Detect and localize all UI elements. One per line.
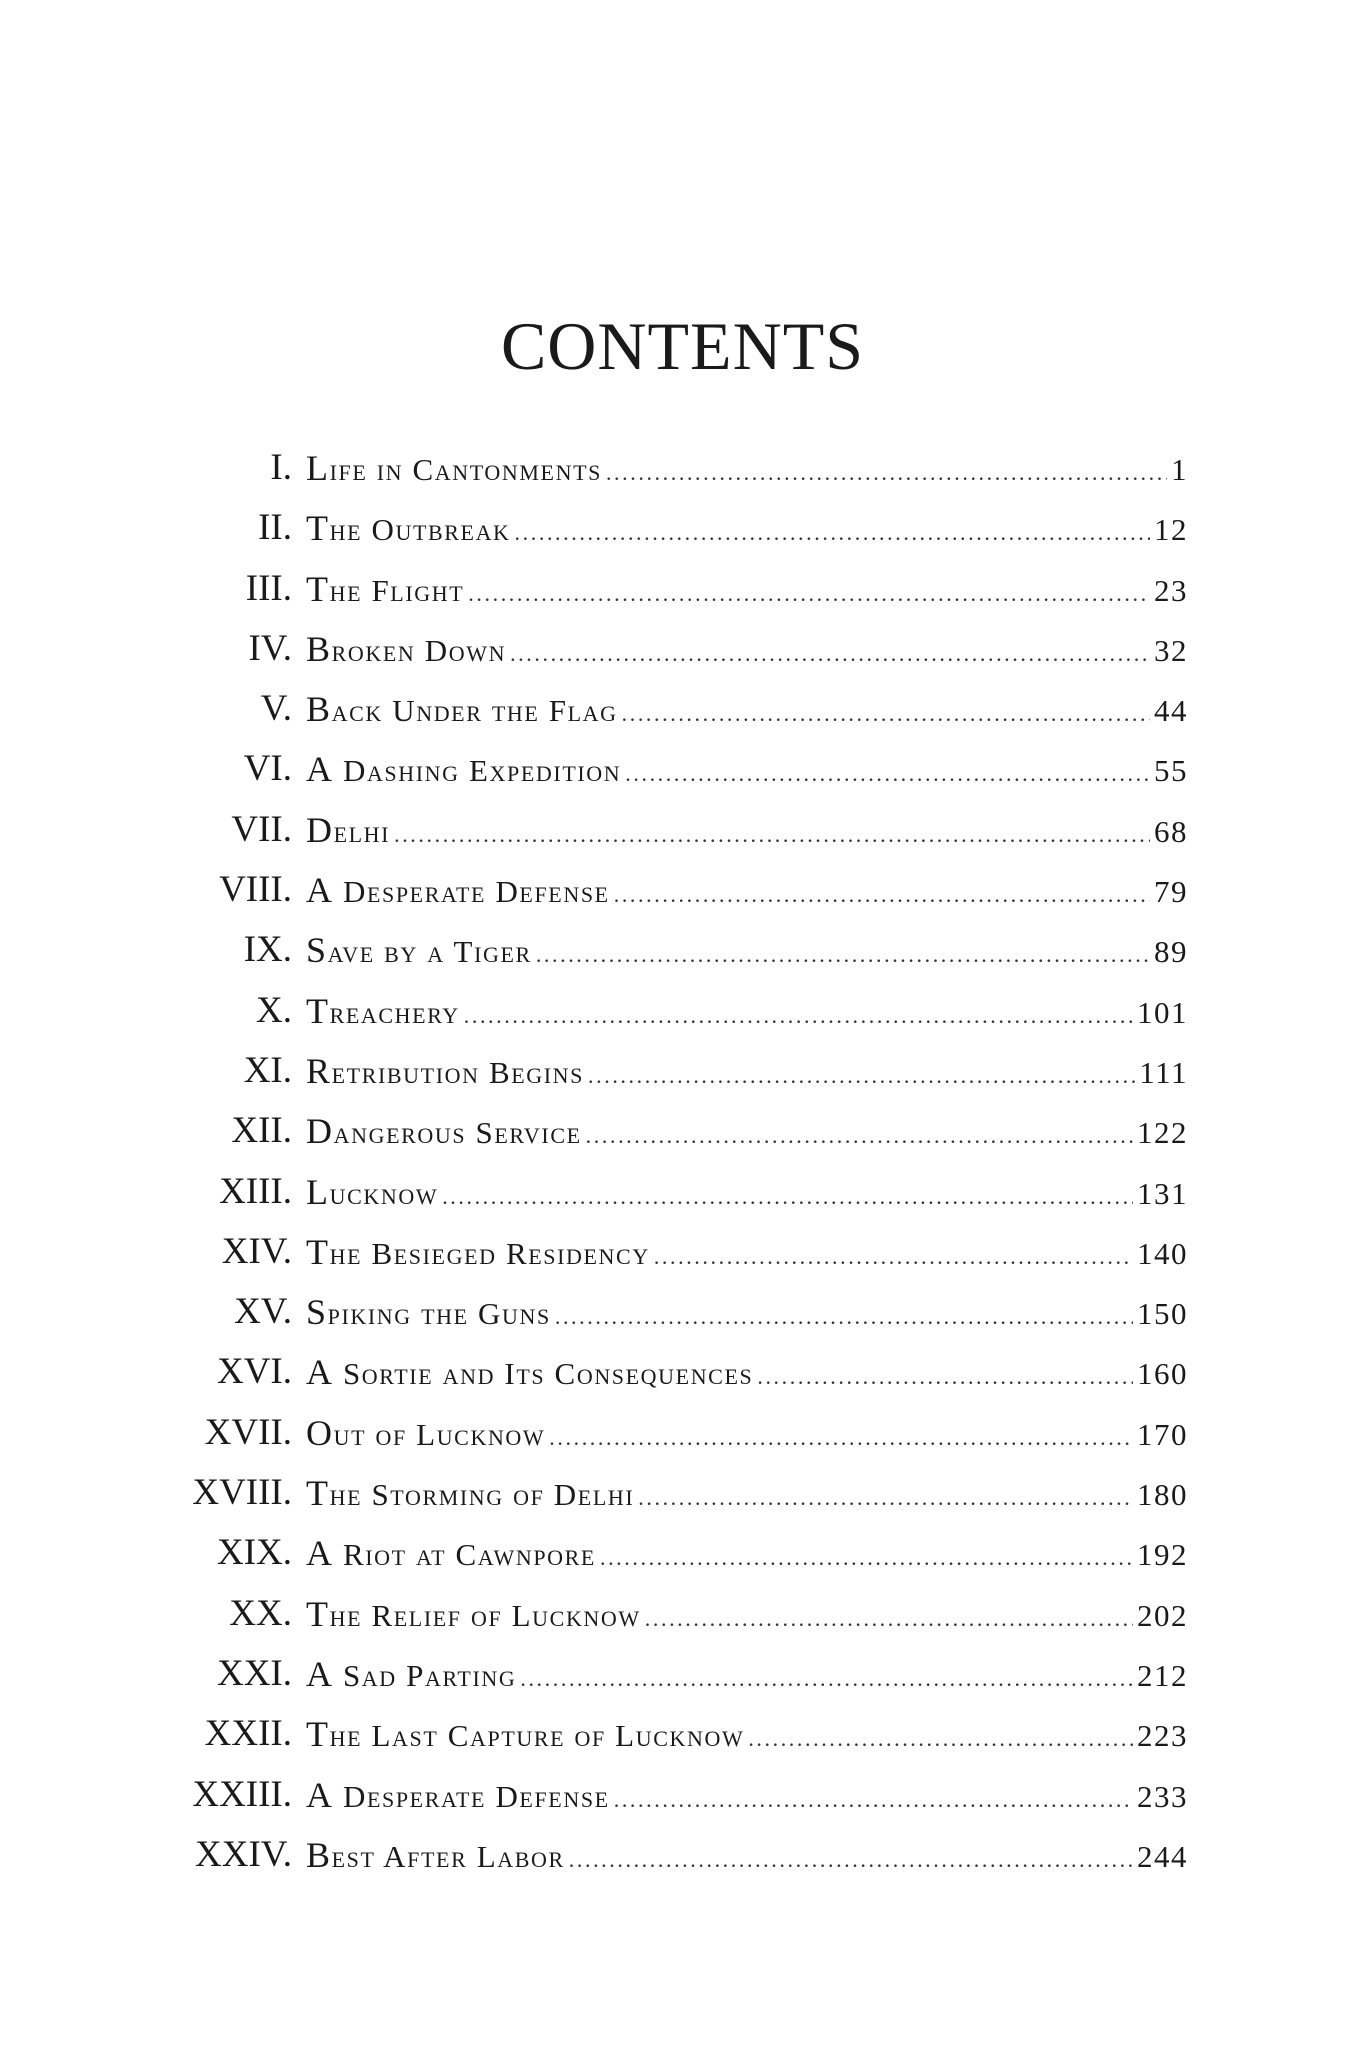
toc-entry[interactable] <box>0 1403 1365 1463</box>
dot-leader <box>645 1589 1133 1649</box>
dot-leader <box>464 986 1133 1046</box>
toc-entry[interactable] <box>0 1523 1365 1583</box>
toc-entry[interactable] <box>0 981 1365 1041</box>
page-number: 32 <box>1154 632 1188 668</box>
toc-entry[interactable] <box>0 1825 1365 1885</box>
dot-leader <box>394 805 1150 865</box>
toc-line <box>306 498 1188 558</box>
toc-line <box>306 679 1188 739</box>
toc-entry[interactable] <box>0 1282 1365 1342</box>
toc-line <box>306 1463 1188 1523</box>
dot-leader <box>510 624 1150 684</box>
toc-entry[interactable] <box>0 498 1365 558</box>
toc-line <box>306 1644 1188 1704</box>
chapter-title: Life in Cantonments <box>306 448 602 488</box>
page-number: 131 <box>1137 1175 1188 1211</box>
chapter-title: A Riot at Cawnpore <box>306 1533 596 1574</box>
chapter-title: The Flight <box>306 568 465 609</box>
toc-line <box>306 1765 1188 1825</box>
page-number: 160 <box>1137 1356 1188 1392</box>
page-title: CONTENTS <box>500 308 865 384</box>
chapter-title: Spiking the Guns <box>306 1292 551 1333</box>
page-number: 55 <box>1154 753 1188 789</box>
toc-entry[interactable] <box>0 1644 1365 1704</box>
dot-leader <box>520 1649 1133 1709</box>
chapter-number: III. <box>245 567 292 609</box>
chapter-number: VI. <box>243 748 292 790</box>
page-number: 79 <box>1154 874 1188 910</box>
page-number: 180 <box>1137 1477 1188 1513</box>
dot-leader <box>468 564 1150 624</box>
page-number: 12 <box>1154 512 1188 548</box>
chapter-number: XIV. <box>221 1230 292 1272</box>
chapter-number: XII. <box>231 1110 292 1152</box>
page-number: 192 <box>1137 1537 1188 1573</box>
toc-line <box>306 1162 1188 1222</box>
dot-leader <box>569 1830 1133 1890</box>
chapter-number: XVI. <box>216 1351 292 1393</box>
page-number: 1 <box>1171 452 1188 487</box>
chapter-number: XVII. <box>204 1411 292 1453</box>
chapter-number: I. <box>270 447 292 488</box>
toc-entry[interactable] <box>0 1041 1365 1101</box>
toc-entry[interactable] <box>0 920 1365 980</box>
toc-line <box>306 1704 1188 1764</box>
chapter-title: Delhi <box>306 809 391 850</box>
page-number: 68 <box>1154 813 1188 849</box>
chapter-title: A Desperate Defense <box>306 870 610 911</box>
dot-leader <box>536 925 1150 985</box>
dot-leader <box>625 744 1150 804</box>
chapter-title: Save by a Tiger <box>306 930 532 971</box>
toc-entry[interactable] <box>0 1584 1365 1644</box>
dot-leader <box>555 1287 1133 1347</box>
page-number: 101 <box>1137 994 1188 1030</box>
toc-line <box>306 1101 1188 1161</box>
chapter-title: A Sad Parting <box>306 1653 517 1694</box>
chapter-number: IV. <box>248 627 292 669</box>
page-number: 202 <box>1137 1597 1188 1633</box>
toc-entry[interactable] <box>0 1342 1365 1402</box>
chapter-title: Treachery <box>306 990 460 1031</box>
chapter-title: The Last Capture of Lucknow <box>306 1714 745 1755</box>
chapter-title: Broken Down <box>306 628 507 669</box>
dot-leader <box>614 865 1150 925</box>
chapter-title: The Relief of Lucknow <box>306 1593 641 1634</box>
toc-entry[interactable] <box>0 1463 1365 1523</box>
toc-entry[interactable] <box>0 1765 1365 1825</box>
chapter-number: XIII. <box>219 1170 292 1212</box>
page-number: 122 <box>1137 1115 1188 1151</box>
toc-line <box>306 1825 1188 1885</box>
page-number: 44 <box>1154 693 1188 729</box>
chapter-title: The Outbreak <box>306 508 511 549</box>
toc-line <box>306 438 1188 498</box>
toc-entry[interactable] <box>0 679 1365 739</box>
chapter-title: Back Under the Flag <box>306 689 618 730</box>
dot-leader <box>588 1046 1135 1106</box>
toc-line <box>306 1282 1188 1342</box>
chapter-number: XVIII. <box>192 1472 292 1514</box>
page-number: 223 <box>1137 1718 1188 1754</box>
toc-entry[interactable] <box>0 739 1365 799</box>
dot-leader <box>654 1227 1133 1287</box>
toc-line <box>306 920 1188 980</box>
chapter-number: XX. <box>229 1592 292 1634</box>
toc-line <box>306 1403 1188 1463</box>
toc-line <box>306 981 1188 1041</box>
page-number: 23 <box>1154 572 1188 608</box>
chapter-number: XXIV. <box>195 1833 292 1875</box>
toc-entry[interactable] <box>0 1162 1365 1222</box>
page-number: 111 <box>1139 1054 1188 1090</box>
dot-leader <box>748 1709 1133 1769</box>
page-number: 212 <box>1137 1657 1188 1693</box>
chapter-title: The Besieged Residency <box>306 1231 650 1272</box>
dot-leader <box>515 503 1150 563</box>
toc-line <box>306 559 1188 619</box>
chapter-title: A Sortie and Its Consequences <box>306 1352 754 1393</box>
chapter-number: IX. <box>243 929 292 971</box>
page-number: 150 <box>1137 1296 1188 1332</box>
chapter-number: II. <box>258 507 292 549</box>
dot-leader <box>600 1528 1133 1588</box>
dot-leader <box>614 1770 1133 1830</box>
chapter-title: A Dashing Expedition <box>306 749 622 790</box>
chapter-title: Best After Labor <box>306 1834 565 1875</box>
toc-line <box>306 739 1188 799</box>
toc-line <box>306 860 1188 920</box>
page-number: 89 <box>1154 934 1188 970</box>
toc-line <box>306 1584 1188 1644</box>
toc-line <box>306 1222 1188 1282</box>
chapter-title: A Desperate Defense <box>306 1774 610 1815</box>
chapter-number: VII. <box>231 808 292 850</box>
page-number: 170 <box>1137 1416 1188 1452</box>
dot-leader <box>757 1347 1133 1407</box>
toc-entry[interactable] <box>0 438 1365 498</box>
dot-leader <box>442 1167 1133 1227</box>
chapter-number: XIX. <box>216 1532 292 1574</box>
dot-leader <box>606 443 1167 503</box>
chapter-number: XV. <box>234 1291 292 1333</box>
dot-leader <box>622 684 1150 744</box>
toc-line <box>306 1523 1188 1583</box>
chapter-title: Out of Lucknow <box>306 1412 546 1453</box>
toc-line <box>306 800 1188 860</box>
toc-entry[interactable] <box>0 1222 1365 1282</box>
page-number: 140 <box>1137 1235 1188 1271</box>
toc-entry[interactable] <box>0 800 1365 860</box>
chapter-number: V. <box>260 688 292 730</box>
chapter-number: XXII. <box>204 1713 292 1755</box>
chapter-title: The Storming of Delhi <box>306 1473 635 1514</box>
chapter-title: Retribution Begins <box>306 1050 585 1091</box>
toc-line <box>306 619 1188 679</box>
chapter-number: XI. <box>243 1049 292 1091</box>
table-of-contents <box>0 438 1365 1885</box>
chapter-number: XXIII. <box>192 1773 292 1815</box>
chapter-number: VIII. <box>219 869 292 911</box>
chapter-title: Dangerous Service <box>306 1111 582 1152</box>
toc-line <box>306 1041 1188 1101</box>
page-number: 244 <box>1137 1838 1188 1874</box>
toc-entry[interactable] <box>0 559 1365 619</box>
toc-entry[interactable] <box>0 1704 1365 1764</box>
toc-entry[interactable] <box>0 860 1365 920</box>
chapter-number: X. <box>256 989 292 1031</box>
dot-leader <box>549 1408 1133 1468</box>
toc-entry[interactable] <box>0 619 1365 679</box>
chapter-number: XXI. <box>216 1652 292 1694</box>
toc-entry[interactable] <box>0 1101 1365 1161</box>
chapter-title: Lucknow <box>306 1171 439 1212</box>
page-number: 233 <box>1137 1778 1188 1814</box>
dot-leader <box>586 1106 1133 1166</box>
dot-leader <box>638 1468 1133 1528</box>
toc-line <box>306 1342 1188 1402</box>
